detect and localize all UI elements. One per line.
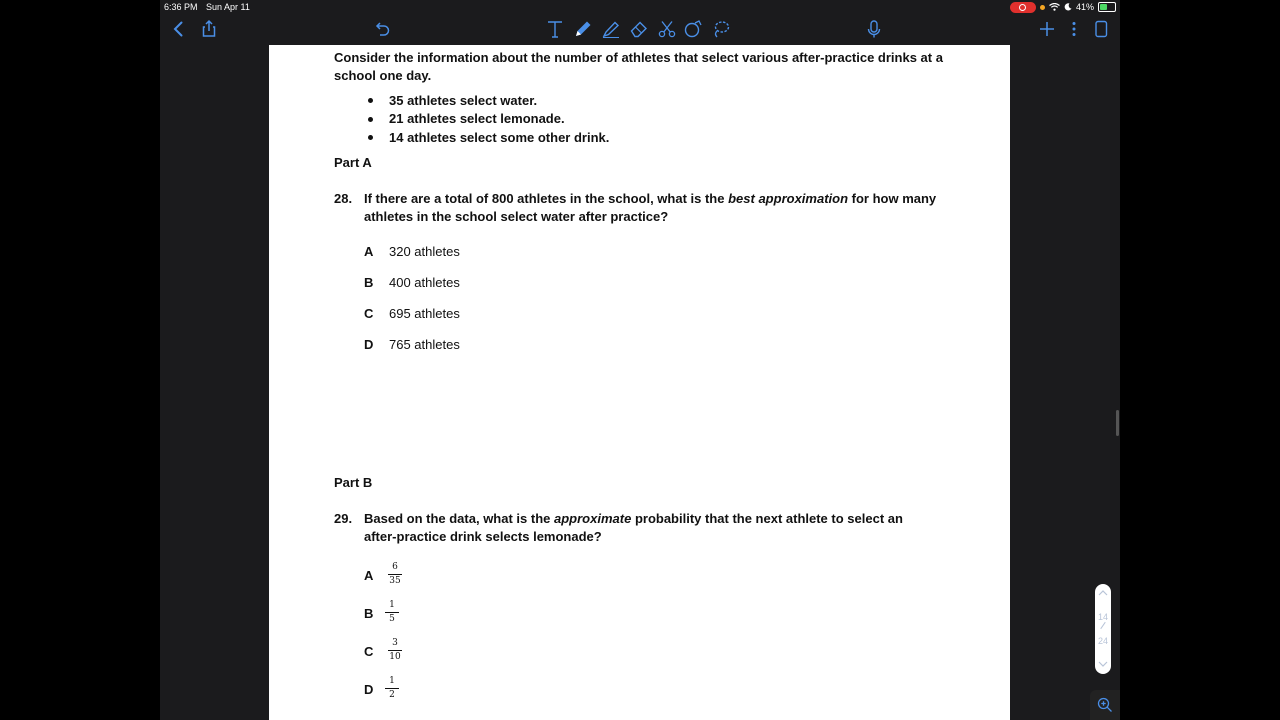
fraction-denominator: 35 (389, 576, 401, 586)
back-icon[interactable] (168, 18, 190, 40)
total-pages-number: 24 (1097, 636, 1108, 646)
q28-option-c[interactable]: 695 athletes (389, 306, 460, 321)
q29-option-letter: C (364, 644, 374, 659)
fraction-denominator: 10 (389, 652, 401, 662)
q29-option-letter: B (364, 606, 374, 621)
chevron-down-icon[interactable] (1095, 658, 1111, 670)
pen-tool-icon[interactable] (572, 18, 594, 40)
page-separator (1100, 622, 1105, 629)
fraction-numerator: 6 (392, 562, 398, 572)
question-29-line2: after-practice drink selects lemonade? (364, 529, 602, 544)
q28-option-letter: A (364, 244, 374, 259)
q28-text-part: If there are a total of 800 athletes in the school, what is the (364, 191, 725, 206)
bullet-item: 21 athletes select lemonade. (389, 111, 565, 126)
question-28-line1 (364, 191, 936, 206)
fraction-numerator: 1 (389, 600, 395, 610)
pages-icon[interactable] (1090, 18, 1112, 40)
q28-option-letter: C (364, 306, 374, 321)
moon-icon (1064, 3, 1072, 11)
ipad-screen (160, 0, 1120, 720)
highlighter-icon[interactable] (600, 18, 622, 40)
part-b-heading: Part B (334, 475, 373, 490)
bullet-item: 35 athletes select water. (389, 93, 538, 108)
q28-option-a[interactable]: 320 athletes (389, 244, 460, 259)
bullet-icon (368, 117, 373, 122)
chevron-up-icon[interactable] (1095, 587, 1111, 599)
screen-record-icon (1010, 2, 1036, 13)
fraction-denominator: 2 (389, 690, 395, 700)
bullet-item: 14 athletes select some other drink. (389, 130, 610, 145)
fraction-numerator: 3 (392, 638, 398, 648)
q29-option-d-fraction[interactable] (385, 676, 399, 701)
microphone-icon[interactable] (863, 18, 885, 40)
share-icon[interactable] (198, 18, 220, 40)
scroll-handle[interactable] (1116, 410, 1119, 436)
fraction-denominator: 5 (389, 614, 395, 624)
bullet-icon (368, 135, 373, 140)
q29-option-a-fraction[interactable] (388, 562, 402, 587)
undo-icon[interactable] (371, 18, 393, 40)
more-icon[interactable] (1063, 18, 1085, 40)
mic-in-use-dot-icon (1040, 5, 1045, 10)
q28-option-letter: D (364, 337, 374, 352)
current-page-number: 14 (1097, 612, 1108, 622)
question-28-number: 28. (334, 191, 353, 206)
question-29-number: 29. (334, 511, 353, 526)
status-date: Sun Apr 11 (206, 2, 250, 12)
q29-text-part: Based on the data, what is the (364, 511, 551, 526)
status-bar (160, 0, 1120, 14)
document-page[interactable] (269, 45, 1010, 720)
zoom-button[interactable] (1090, 690, 1120, 720)
wifi-icon (1049, 3, 1060, 11)
q29-option-letter: D (364, 682, 374, 697)
scissors-icon[interactable] (656, 18, 678, 40)
battery-icon (1098, 2, 1116, 12)
q29-option-c-fraction[interactable] (388, 638, 402, 663)
shapes-icon[interactable] (682, 18, 704, 40)
q28-option-b[interactable]: 400 athletes (389, 275, 460, 290)
question-29-line1 (364, 511, 903, 526)
q29-text-part: probability that the next athlete to select an (634, 511, 903, 526)
q28-option-letter: B (364, 275, 374, 290)
q28-option-d[interactable]: 765 athletes (389, 337, 460, 352)
toolbar (160, 14, 1120, 45)
add-icon[interactable] (1036, 18, 1058, 40)
q29-option-b-fraction[interactable] (385, 600, 399, 625)
q29-emphasis: approximate (554, 511, 632, 526)
intro-text-line1: Consider the information about the number of athletes that select various after-practice drinks at a (334, 50, 943, 65)
part-a-heading: Part A (334, 155, 372, 170)
bullet-icon (368, 98, 373, 103)
eraser-icon[interactable] (628, 18, 650, 40)
lasso-icon[interactable] (710, 18, 732, 40)
battery-percent: 41% (1075, 2, 1094, 12)
text-tool-icon[interactable] (544, 18, 566, 40)
fraction-numerator: 1 (389, 676, 395, 686)
q28-emphasis: best approximation (728, 191, 849, 206)
status-right (1010, 0, 1116, 14)
page-indicator[interactable] (1095, 584, 1111, 674)
intro-text-line2: school one day. (334, 68, 432, 83)
status-time: 6:36 PM (164, 2, 198, 12)
q29-option-letter: A (364, 568, 374, 583)
q28-text-part: for how many (851, 191, 937, 206)
zoom-in-icon (1097, 697, 1113, 713)
question-28-line2: athletes in the school select water after practice? (364, 209, 669, 224)
